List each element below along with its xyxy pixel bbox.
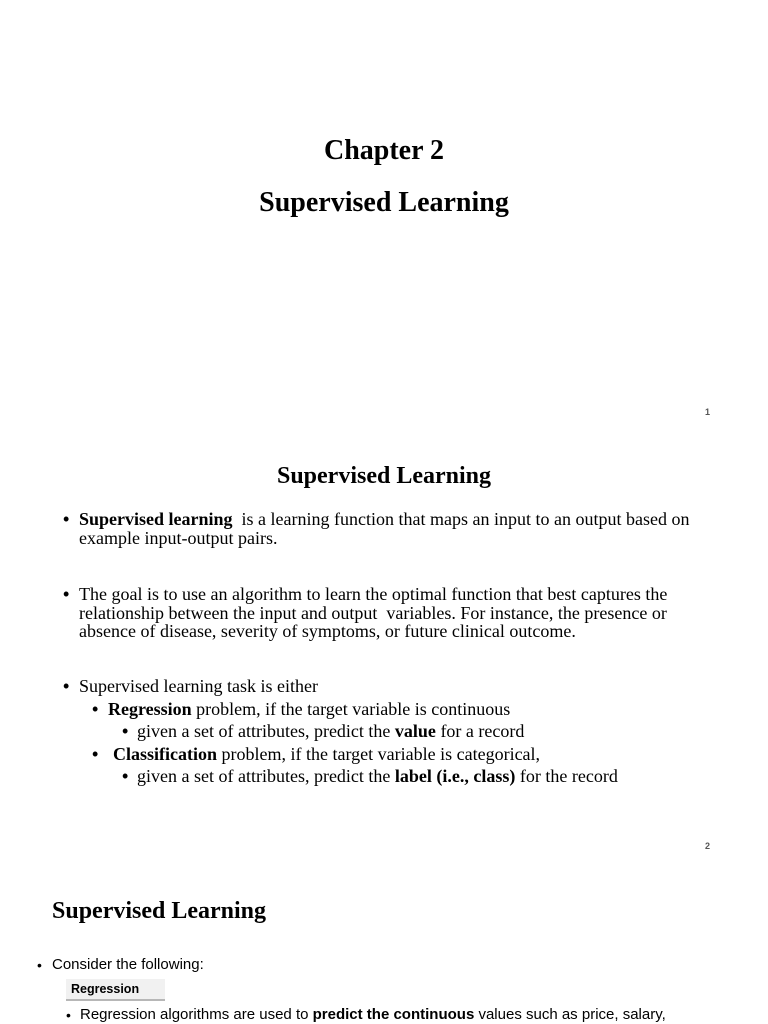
bullet-icon: •: [66, 1007, 71, 1023]
bullet-text: Consider the following:: [52, 956, 204, 973]
bullet-icon: •: [63, 676, 70, 696]
slide-title: Supervised Learning: [52, 898, 267, 924]
text: Regression algorithms are used to: [80, 1006, 313, 1023]
bold-term: Supervised learning: [79, 509, 233, 529]
sub-bullet-text: problem, if the target variable is continuous: [191, 699, 511, 719]
sub-bullet-text: problem, if the target variable is categorical,: [217, 744, 541, 764]
bold-term: label (i.e., class): [394, 766, 516, 786]
text: given a set of attributes, predict the: [137, 766, 395, 786]
bullet-icon: •: [122, 721, 129, 741]
bullet-text: is a learning function that maps an input to an output based on: [232, 509, 690, 529]
bullet-icon: •: [92, 744, 99, 764]
bullet-icon: •: [92, 699, 99, 719]
text: given a set of attributes, predict the: [137, 721, 395, 741]
sub-sub-bullet-classification: [122, 766, 747, 786]
bullet-icon: •: [63, 584, 70, 604]
text: values such as price, salary,: [474, 1006, 666, 1023]
chapter-title: Chapter 2: [323, 135, 445, 166]
bold-term: Regression: [108, 699, 192, 719]
slide-title: Supervised Learning: [276, 463, 492, 489]
bullet-line: relationship between the input and output variables. For instance, the presence or: [79, 602, 667, 623]
page-number: 2: [705, 841, 711, 851]
sub-bullet-classification: [92, 744, 753, 764]
regression-tag: Regression: [66, 979, 165, 1001]
bold-term: Classification: [113, 744, 218, 764]
chapter-subtitle: Supervised Learning: [259, 187, 509, 218]
bullet-line: The goal is to use an algorithm to learn the optimal function that best captures the: [79, 584, 668, 604]
page-number: 1: [705, 407, 711, 417]
bold-term: value: [394, 721, 436, 741]
bullet-supervised-learning: [63, 509, 759, 548]
bullet-regression-algorithms: [66, 1006, 666, 1024]
bullet-icon: •: [37, 957, 42, 973]
sub-bullet-regression: [92, 699, 748, 719]
bullet-icon: •: [122, 766, 129, 786]
bullet-text-continued: example input-output pairs.: [79, 527, 278, 548]
bullet-icon: •: [63, 509, 70, 529]
bold-term: predict the continuous: [312, 1006, 475, 1023]
text: for the record: [515, 766, 618, 786]
bullet-goal: [63, 584, 759, 641]
bullet-text: Supervised learning task is either: [79, 676, 318, 696]
bullet-line: absence of disease, severity of symptoms, or future clinical outcome.: [79, 621, 576, 641]
sub-sub-bullet-regression: [122, 721, 747, 741]
bullet-consider: [37, 956, 204, 974]
text: for a record: [435, 721, 525, 741]
bullet-task: [63, 676, 759, 696]
